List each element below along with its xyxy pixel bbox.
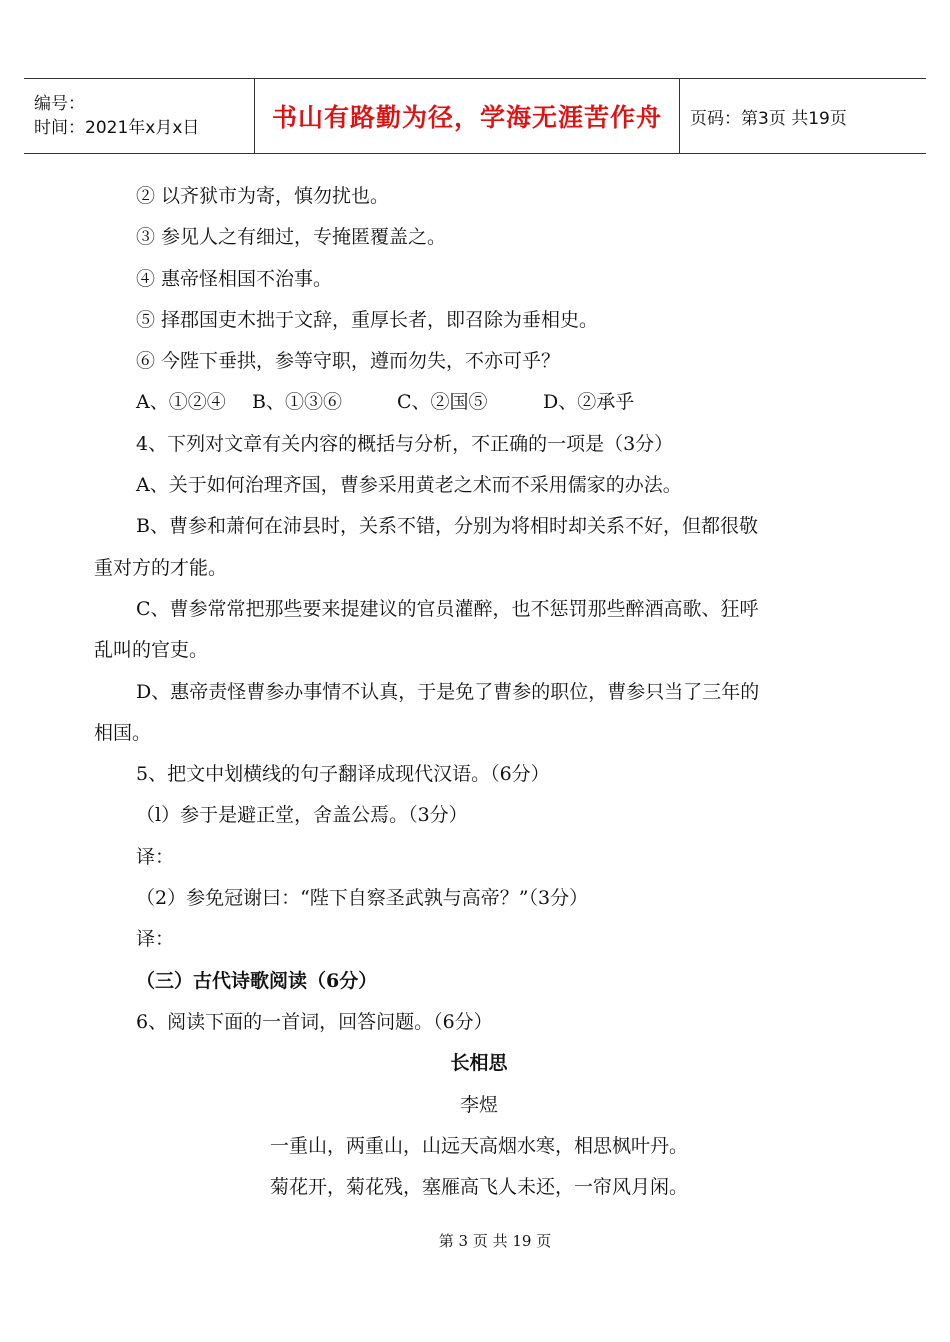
question-4-option-c: C、曹参常常把那些要来提建议的官员灌醉，也不惩罚那些醉酒高歌、狂呼 — [136, 597, 759, 620]
question-4: 4、下列对文章有关内容的概括与分析，不正确的一项是（3分） — [136, 432, 674, 455]
page-header — [24, 78, 926, 154]
answer-c: C、②国⑤ — [397, 391, 488, 414]
question-4-option-d-cont: 相国。 — [94, 721, 152, 744]
page-info: 页码：第3页 共19页 — [690, 108, 847, 129]
question-5-part-2: （2）参免冠谢曰：“陛下自察圣武孰与高帝？”（3分） — [136, 887, 589, 910]
number-label: 编号： — [34, 94, 85, 114]
option-item-6: ⑥ 今陛下垂拱，参等守职，遵而勿失，不亦可乎？ — [136, 350, 561, 373]
answer-a: A、①②④ — [136, 391, 226, 414]
page-footer: 第 3 页 共 19 页 — [438, 1232, 552, 1250]
option-item-4: ④ 惠帝怪相国不治事。 — [136, 267, 333, 290]
question-4-option-d: D、惠帝责怪曹参办事情不认真，于是免了曹参的职位，曹参只当了三年的 — [136, 680, 760, 703]
document-body — [94, 176, 864, 1208]
question-5-part-1: （l）参于是避正堂，舍盖公焉。（3分） — [136, 804, 468, 827]
question-4-option-c-cont: 乱叫的官吏。 — [94, 639, 209, 662]
translation-label-2: 译： — [136, 928, 175, 951]
poem-title: 长相思 — [450, 1052, 508, 1075]
question-5: 5、把文中划横线的句子翻译成现代汉语。（6分） — [136, 763, 550, 786]
answer-b: B、①③⑥ — [252, 391, 342, 414]
motto: 书山有路勤为径，学海无涯苦作舟 — [254, 79, 680, 153]
option-item-5: ⑤ 择郡国吏木拙于文辞，重厚长者，即召除为垂相史。 — [136, 308, 599, 331]
option-item-2: ② 以齐狱市为寄，慎勿扰也。 — [136, 185, 390, 207]
answer-d: D、②承乎 — [543, 391, 635, 414]
question-4-option-b-cont: 重对方的才能。 — [94, 556, 228, 579]
option-item-3: ③ 参见人之有细过，专掩匿覆盖之。 — [136, 226, 447, 249]
answer-options — [94, 382, 864, 423]
question-4-option-a: A、关于如何治理齐国，曹参采用黄老之术而不采用儒家的办法。 — [136, 474, 682, 497]
question-6: 6、阅读下面的一首词，回答问题。（6分） — [136, 1010, 493, 1033]
poem-author: 李煜 — [459, 1093, 498, 1116]
header-meta — [24, 79, 254, 153]
time-label: 时间：2021年x月x日 — [34, 118, 200, 138]
section-heading: （三）古代诗歌阅读（6分） — [136, 969, 378, 992]
translation-label-1: 译： — [136, 845, 175, 868]
poem-line-2: 菊花开，菊花残，塞雁高飞人未还，一帘风月闲。 — [269, 1176, 688, 1199]
poem-line-1: 一重山，两重山，山远天高烟水寒，相思枫叶丹。 — [269, 1134, 688, 1157]
question-4-option-b: B、曹参和萧何在沛县时，关系不错，分别为将相时却关系不好，但都很敬 — [136, 515, 758, 538]
